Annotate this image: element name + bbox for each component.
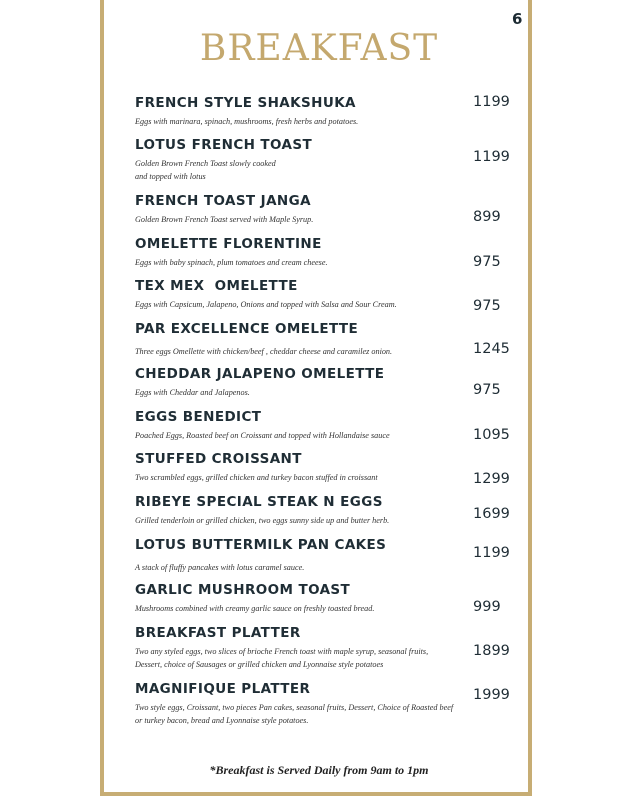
item-price: 1199	[473, 545, 510, 561]
item-name: CHEDDAR JALAPENO OMELETTE	[135, 366, 385, 382]
item-price: 1299	[473, 471, 510, 487]
item-description: A stack of fluffy pancakes with lotus caramel sauce.	[135, 563, 305, 572]
item-description: Eggs with marinara, spinach, mushrooms, fresh herbs and potatoes.	[135, 117, 359, 126]
item-name: PAR EXCELLENCE OMELETTE	[135, 321, 359, 337]
item-description: Mushrooms combined with creamy garlic sauce on freshly toasted bread.	[135, 604, 375, 613]
item-price: 1199	[473, 94, 510, 110]
item-price: 975	[473, 254, 501, 270]
item-price: 999	[473, 599, 501, 615]
item-price: 1999	[473, 687, 510, 703]
item-price: 1095	[473, 427, 510, 443]
item-name: RIBEYE SPECIAL STEAK N EGGS	[135, 494, 383, 510]
item-name: FRENCH TOAST JANGA	[135, 193, 311, 209]
item-name: GARLIC MUSHROOM TOAST	[135, 582, 351, 598]
item-price: 975	[473, 298, 501, 314]
footer-note: *Breakfast is Served Daily from 9am to 1pm	[209, 763, 429, 777]
item-price: 899	[473, 209, 501, 225]
item-name: LOTUS BUTTERMILK PAN CAKES	[135, 537, 387, 553]
item-description: Two scrambled eggs, grilled chicken and turkey bacon stuffed in croissant	[135, 473, 378, 482]
item-description: Two style eggs, Croissant, two pieces Pan cakes, seasonal fruits, Dessert, Choice of Roasted beef or turkey bacon, bread and Lyonnaise style potatoes.	[135, 703, 454, 725]
item-name: OMELETTE FLORENTINE	[135, 236, 322, 252]
item-name: EGGS BENEDICT	[135, 409, 262, 425]
item-description: Golden Brown French Toast served with Maple Syrup.	[135, 215, 314, 224]
page-title: BREAKFAST	[199, 28, 439, 69]
item-name: BREAKFAST PLATTER	[135, 625, 301, 641]
item-description: Grilled tenderloin or grilled chicken, two eggs sunny side up and butter herb.	[135, 516, 390, 525]
item-name: MAGNIFIQUE PLATTER	[135, 681, 311, 697]
item-name: LOTUS FRENCH TOAST	[135, 137, 313, 153]
item-description: Eggs with Cheddar and Jalapenos.	[135, 388, 250, 397]
page-number: 6	[512, 10, 523, 28]
item-description: Golden Brown French Toast slowly cooked and topped with lotus	[135, 159, 276, 181]
item-description: Three eggs Omellette with chicken/beef , cheddar cheese and caramilez onion.	[135, 347, 393, 356]
item-price: 1699	[473, 506, 510, 522]
item-description: Eggs with baby spinach, plum tomatoes and cream cheese.	[135, 258, 328, 267]
item-name: STUFFED CROISSANT	[135, 451, 302, 467]
item-price: 975	[473, 382, 501, 398]
item-price: 1899	[473, 643, 510, 659]
item-description: Eggs with Capsicum, Jalapeno, Onions and topped with Salsa and Sour Cream.	[135, 300, 397, 309]
item-name: TEX MEX OMELETTE	[135, 278, 298, 294]
item-description: Poached Eggs, Roasted beef on Croissant and topped with Hollandaise sauce	[135, 431, 390, 440]
item-description: Two any styled eggs, two slices of brioche French toast with maple syrup, seasonal fruits, Dessert, choice of Sausages or grilled chicken and Lyonnaise style potatoes	[135, 647, 429, 669]
item-price: 1199	[473, 149, 510, 165]
item-price: 1245	[473, 341, 510, 357]
item-name: FRENCH STYLE SHAKSHUKA	[135, 95, 356, 111]
